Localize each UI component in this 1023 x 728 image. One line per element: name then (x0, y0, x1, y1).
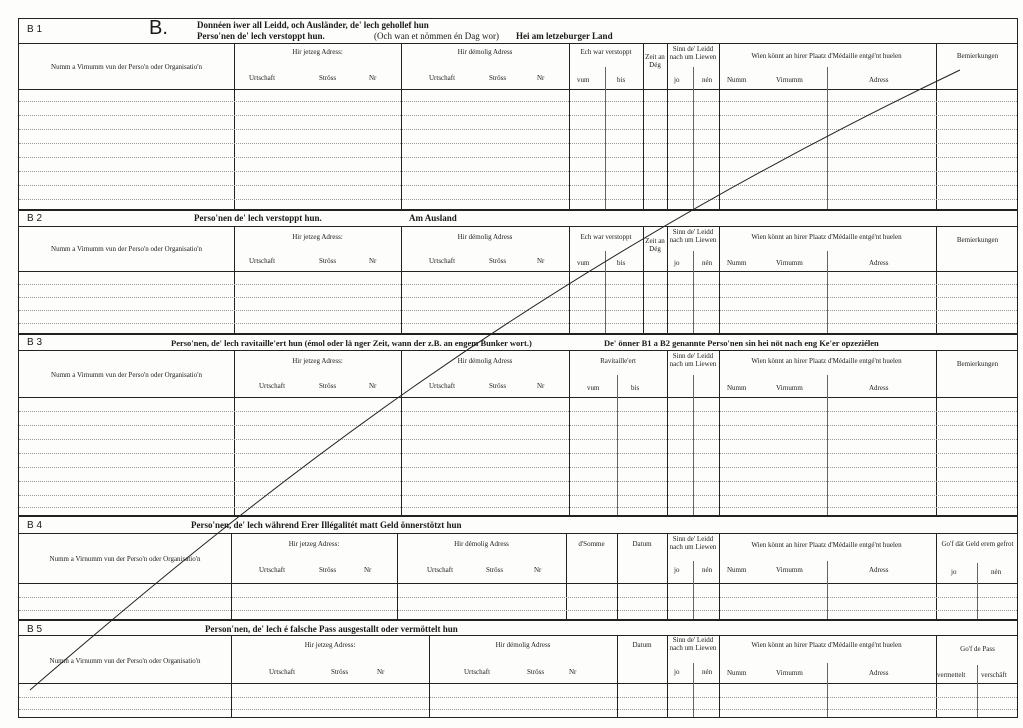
col-old-address: Hir démolig Adress (457, 233, 513, 241)
col-old-nr: Nr (537, 74, 545, 82)
col-current-nr: Nr (369, 74, 377, 82)
col-to: bis (631, 384, 640, 392)
col-sum: d'Somme (578, 540, 605, 548)
col-medal-first: Virnumm (776, 566, 803, 574)
col-current-street: Ströss (319, 257, 337, 265)
col-pass-issued: verschäft (981, 671, 1007, 679)
col-current-place: Urtschaft (249, 74, 276, 82)
col-name: Numm a Virnumm vun der Perso'n oder Organisatio'n (51, 371, 202, 379)
section-b3 (18, 334, 1018, 516)
col-medal-first: Virnumm (776, 384, 803, 392)
col-date: Datum (632, 641, 652, 649)
col-current-address: Hir jetzeg Adress: (292, 233, 343, 241)
col-medal-address: Adress (869, 384, 889, 392)
section-code: B 4 (27, 520, 43, 531)
section-title-abroad: Am Ausland (409, 213, 457, 223)
section-code: B 1 (27, 24, 43, 35)
col-alive: Sinn de' Leidd nach um Liewen (669, 636, 717, 652)
col-money-yes: jo (951, 568, 957, 576)
col-remarks: Bemierkungen (956, 360, 999, 368)
col-date: Datum (632, 540, 652, 548)
col-no: nén (702, 259, 713, 267)
section-title: Perso'nen de' lech verstoppt hun. (194, 213, 322, 223)
col-medal-first: Virnumm (776, 76, 803, 84)
col-pass: Go'f de Pass (960, 645, 995, 653)
section-title: Perso'nen, de' lech ravitaille'ert hun (émol oder lä nger Zeit, wann der z.B. an engem Bunker wort.) (171, 338, 532, 348)
col-current-nr: Nr (369, 257, 377, 265)
col-name: Numm a Virnumm vun der Perso'n oder Organisatio'n (49, 555, 201, 563)
col-old-nr: Nr (537, 382, 545, 390)
col-no: nén (702, 76, 713, 84)
col-from: vum (577, 259, 590, 267)
form-subtitle-land: Hei am letzeburger Land (516, 31, 613, 41)
col-current-street: Ströss (319, 74, 337, 82)
col-yes: jo (674, 566, 680, 574)
section-note: De' önner B1 a B2 genannte Perso'nen sin hei nöt nach eng Ke'er opzeziélen (604, 338, 879, 348)
col-medal-name: Numm (727, 384, 747, 392)
col-old-place: Urtschaft (429, 74, 456, 82)
col-medal: Wien könnt an hirer Plaatz d'Médaille entgé'nt huelen (751, 357, 902, 365)
col-current-nr: Nr (364, 566, 372, 574)
col-old-address: Hir démolig Adress (457, 48, 513, 56)
col-name: Numm a Virnumm vun der Perso'n oder Organisatio'n (49, 657, 201, 665)
col-old-place: Urtschaft (427, 566, 454, 574)
col-old-nr: Nr (569, 668, 577, 676)
col-current-nr: Nr (377, 668, 385, 676)
col-pass-mediated: vermettelt (937, 671, 966, 679)
col-current-address: Hir jetzeg Adress: (288, 540, 340, 548)
section-b1 (18, 18, 1018, 210)
col-medal-first: Virnumm (776, 259, 803, 267)
col-no: nén (702, 668, 713, 676)
col-current-address: Hir jetzeg Adress: (292, 48, 343, 56)
col-time: Zeit an Dég (645, 53, 665, 69)
col-medal-name: Numm (727, 566, 747, 574)
col-yes: jo (674, 668, 680, 676)
col-old-street: Ströss (486, 566, 504, 574)
col-current-place: Urtschaft (259, 566, 286, 574)
section-b5 (18, 620, 1018, 718)
col-medal-first: Virnumm (776, 669, 803, 677)
col-medal-name: Numm (727, 76, 747, 84)
section-b2 (18, 210, 1018, 334)
col-hidden: Ech war verstoppt (580, 233, 632, 241)
col-remarks: Bemierkungen (956, 52, 999, 60)
col-old-street: Ströss (489, 257, 507, 265)
form-subtitle-note: (Och wan et nömmen én Dag wor) (374, 31, 499, 41)
section-title: Perso'nen, de' lech während Erer Illégalitét matt Geld önnerstötzt hun (191, 520, 462, 530)
form-letter: B. (149, 17, 168, 39)
col-from: vum (577, 76, 590, 84)
section-code: B 2 (27, 213, 43, 224)
col-hidden: Ech war verstoppt (580, 48, 632, 56)
col-remarks: Bemierkungen (956, 236, 999, 244)
col-alive: Sinn de' Leidd nach um Liewen (669, 228, 717, 244)
col-current-place: Urtschaft (269, 668, 296, 676)
col-current-street: Ströss (319, 382, 337, 390)
col-medal-name: Numm (727, 669, 747, 677)
col-old-street: Ströss (489, 382, 507, 390)
col-medal-address: Adress (869, 669, 889, 677)
col-alive: Sinn de' Leidd nach um Liewen (669, 535, 717, 551)
col-money-no: nén (991, 568, 1002, 576)
col-alive: Sinn de' Leidd nach um Liewen (669, 45, 717, 61)
col-from: vum (587, 384, 600, 392)
col-to: bis (617, 76, 626, 84)
col-alive: Sinn de' Leidd nach um Liewen (669, 352, 717, 368)
col-old-street: Ströss (527, 668, 545, 676)
col-old-place: Urtschaft (429, 257, 456, 265)
section-b4 (18, 516, 1018, 620)
col-old-street: Ströss (489, 74, 507, 82)
col-medal: Wien könnt an hirer Plaatz d'Médaille entgé'nt huelen (751, 233, 902, 241)
col-money-returned: Go'f dät Geld erem gefrot (941, 540, 1014, 548)
form-title: Donnéen iwer all Leidd, och Ausländer, de' lech gehollef hun (197, 20, 429, 30)
col-old-place: Urtschaft (464, 668, 491, 676)
col-medal-address: Adress (869, 76, 889, 84)
col-old-address: Hir démolig Adress (495, 641, 551, 649)
col-yes: jo (674, 76, 680, 84)
col-old-nr: Nr (534, 566, 542, 574)
col-current-address: Hir jetzeg Adress: (304, 641, 356, 649)
col-current-street: Ströss (319, 566, 337, 574)
col-current-address: Hir jetzeg Adress: (292, 357, 343, 365)
col-medal-address: Adress (869, 566, 889, 574)
section-code: B 3 (27, 337, 43, 348)
col-current-nr: Nr (369, 382, 377, 390)
col-current-place: Urtschaft (259, 382, 286, 390)
col-supplied: Ravitaille'ert (600, 357, 636, 365)
col-current-street: Ströss (331, 668, 349, 676)
section-title: Person'nen, de' lech é falsche Pass ausgestallt oder vermöttelt hun (205, 624, 458, 634)
col-name: Numm a Virnumm vun der Perso'n oder Organisatio'n (51, 245, 202, 253)
col-no: nén (702, 566, 713, 574)
col-yes: jo (674, 259, 680, 267)
col-old-address: Hir démolig Adress (454, 540, 509, 548)
col-medal-name: Numm (727, 259, 747, 267)
col-medal: Wien könnt an hirer Plaatz d'Médaille entgé'nt huelen (751, 52, 902, 60)
col-medal: Wien könnt an hirer Plaatz d'Médaille entgé'nt huelen (751, 641, 902, 649)
col-name: Numm a Virnumm vun der Perso'n oder Organisatio'n (51, 63, 202, 71)
col-time: Zeit an Dég (645, 237, 665, 253)
col-to: bis (617, 259, 626, 267)
form-subtitle: Perso'nen de' lech verstoppt hun. (197, 31, 325, 41)
col-medal: Wien könnt an hirer Plaatz d'Médaille entgé'nt huelen (751, 541, 902, 549)
col-old-address: Hir démolig Adress (457, 357, 513, 365)
col-current-place: Urtschaft (249, 257, 276, 265)
col-old-place: Urtschaft (429, 382, 456, 390)
section-code: B 5 (27, 624, 43, 635)
col-medal-address: Adress (869, 259, 889, 267)
col-old-nr: Nr (537, 257, 545, 265)
